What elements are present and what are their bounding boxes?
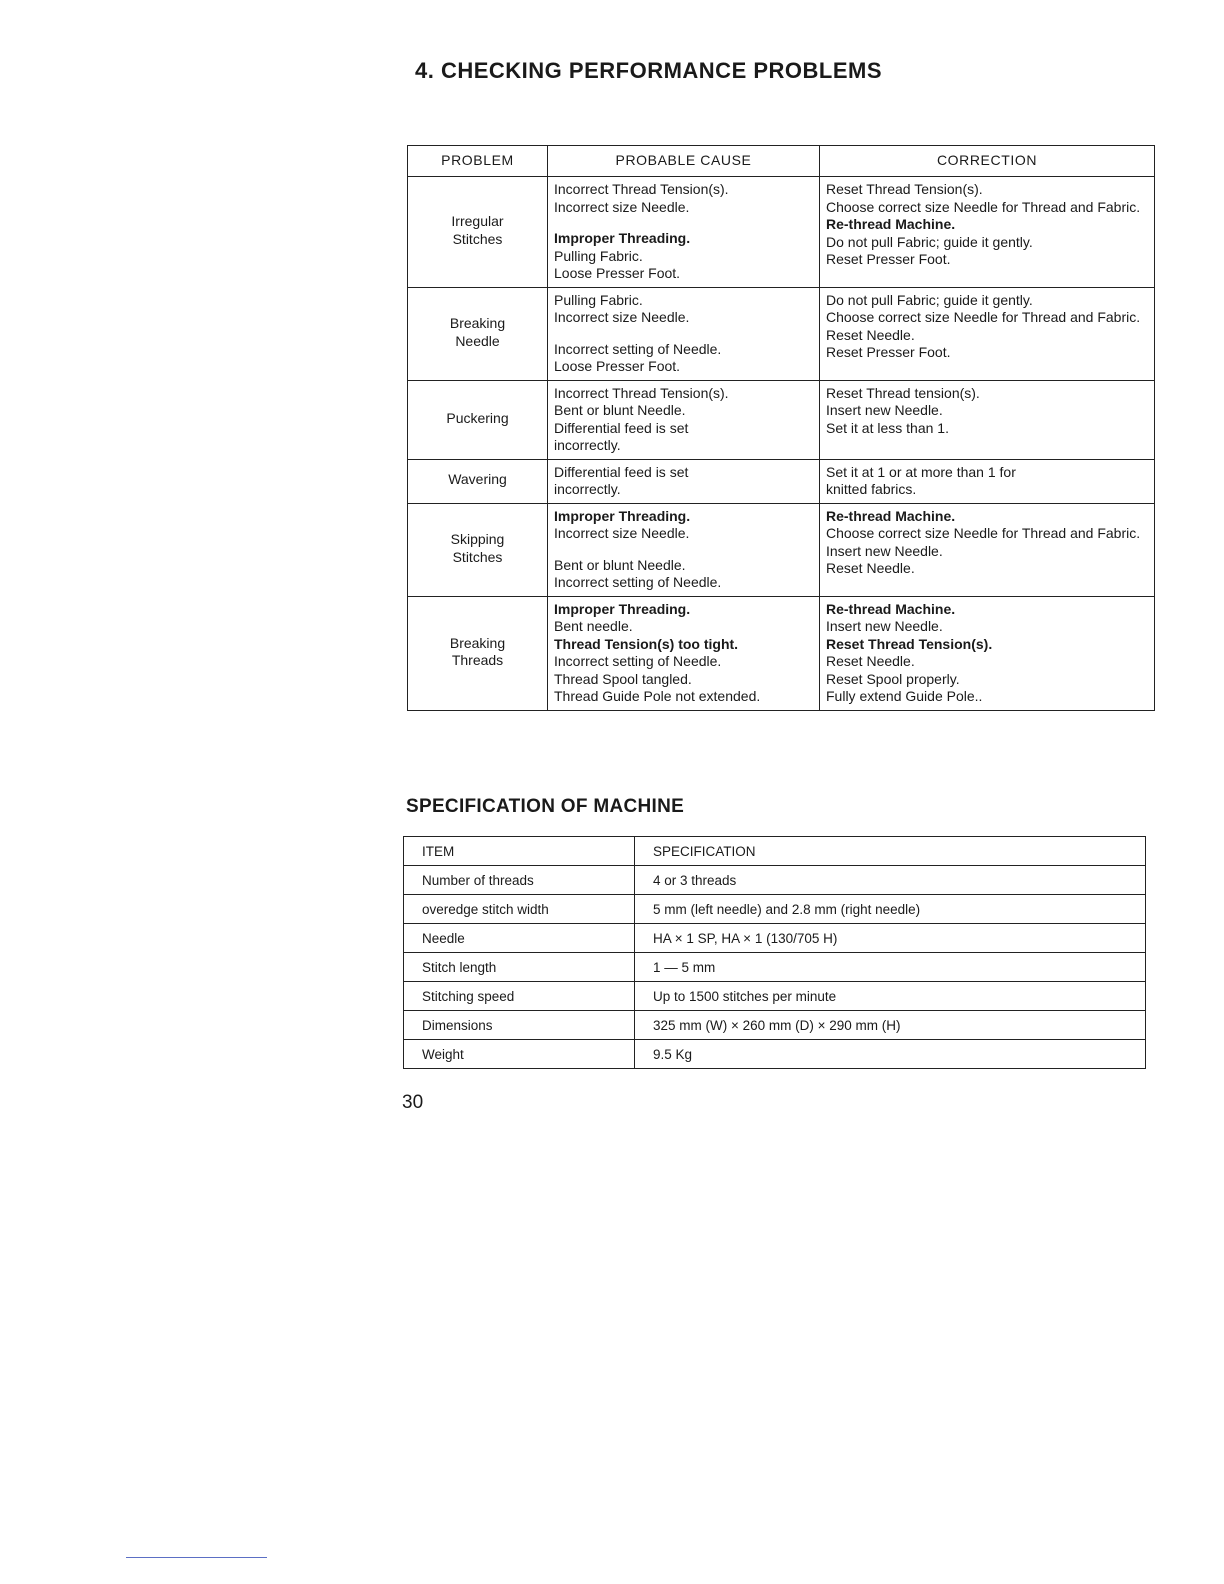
performance-problems-table	[407, 145, 1155, 711]
correction-item: Re-thread Machine.	[826, 507, 956, 524]
spec-value: 4 or 3 threads	[635, 866, 1146, 895]
table-row	[404, 924, 1146, 953]
correction-item: Set it at less than 1.	[826, 419, 949, 436]
cause-cell	[548, 287, 820, 380]
table-header-row	[408, 146, 1155, 177]
table-row	[408, 287, 1155, 380]
cause-item: Incorrect size Needle.	[554, 309, 690, 325]
cause-item: Thread Guide Pole not extended.	[554, 688, 761, 704]
cause-item: Improper Threading.	[554, 600, 691, 617]
specification-table	[403, 836, 1146, 1069]
cause-item: Improper Threading.	[554, 230, 691, 246]
correction-item: Reset Thread tension(s).	[826, 384, 980, 401]
correction-item: Reset Presser Foot.	[826, 344, 951, 360]
cause-cell	[548, 503, 820, 596]
specification-title: SPECIFICATION OF MACHINE	[406, 796, 685, 817]
correction-item: Set it at 1 or at more than 1 for knitted fabrics.	[826, 463, 1016, 497]
spec-value: 325 mm (W) × 260 mm (D) × 290 mm (H)	[635, 1011, 1146, 1040]
table-row	[404, 1040, 1146, 1069]
correction-item: Fully extend Guide Pole..	[826, 688, 983, 704]
cause-item: Bent or blunt Needle.	[554, 556, 686, 573]
spec-value: 9.5 Kg	[635, 1040, 1146, 1069]
cause-item: Improper Threading.	[554, 507, 691, 524]
spec-value: 5 mm (left needle) and 2.8 mm (right needle)	[635, 895, 1146, 924]
spec-value: HA × 1 SP, HA × 1 (130/705 H)	[635, 924, 1146, 953]
cause-item: Bent or blunt Needle.	[554, 402, 686, 418]
table-row	[404, 953, 1146, 982]
table-row	[404, 895, 1146, 924]
correction-cell	[820, 380, 1155, 459]
spec-value: Up to 1500 stitches per minute	[635, 982, 1146, 1011]
spec-item: Weight	[404, 1040, 635, 1069]
cause-item: Incorrect Thread Tension(s).	[554, 181, 729, 197]
table-row	[404, 1011, 1146, 1040]
page-number: 30	[402, 1092, 424, 1113]
problem-cell	[408, 459, 548, 503]
table-row	[404, 982, 1146, 1011]
cause-item: Differential feed is set incorrectly.	[554, 419, 689, 453]
table-row	[408, 596, 1155, 710]
spec-item: Stitching speed	[404, 982, 635, 1011]
correction-cell	[820, 459, 1155, 503]
header-correction: CORRECTION	[820, 146, 1155, 177]
cause-item: Loose Presser Foot.	[554, 265, 681, 281]
correction-item: Do not pull Fabric; guide it gently.	[826, 291, 1033, 308]
cause-item: Differential feed is set incorrectly.	[554, 463, 689, 497]
page-title: 4. CHECKING PERFORMANCE PROBLEMS	[415, 58, 883, 83]
problem-label: Breaking Needle	[449, 315, 506, 349]
correction-item: Insert new Needle.	[826, 542, 943, 559]
spec-item: Dimensions	[404, 1011, 635, 1040]
cause-item: Incorrect size Needle.	[554, 198, 690, 215]
table-row	[408, 503, 1155, 596]
spec-item: Number of threads	[404, 866, 635, 895]
cause-item: Incorrect setting of Needle.	[554, 340, 722, 357]
cause-item: Incorrect setting of Needle.	[554, 653, 722, 669]
correction-cell	[820, 596, 1155, 710]
header-specification: SPECIFICATION	[635, 837, 1146, 866]
spec-header-row	[404, 837, 1146, 866]
correction-cell	[820, 503, 1155, 596]
table-row	[408, 380, 1155, 459]
problem-cell	[408, 380, 548, 459]
correction-item: Reset Thread Tension(s).	[826, 181, 983, 197]
cause-item: Pulling Fabric.	[554, 247, 643, 264]
table-row	[408, 177, 1155, 288]
correction-item: Reset Needle.	[826, 653, 915, 669]
spec-value: 1 — 5 mm	[635, 953, 1146, 982]
correction-item: Reset Thread Tension(s).	[826, 635, 993, 652]
correction-item: Insert new Needle.	[826, 402, 943, 418]
cause-cell	[548, 380, 820, 459]
cause-item: Pulling Fabric.	[554, 291, 643, 308]
spec-item: overedge stitch width	[404, 895, 635, 924]
cause-cell	[548, 459, 820, 503]
correction-item: Choose correct size Needle for Thread and Fabric.	[826, 525, 1141, 541]
problem-cell	[408, 177, 548, 288]
problem-cell	[408, 287, 548, 380]
cause-item: Bent needle.	[554, 618, 633, 634]
correction-item: Reset Needle.	[826, 326, 915, 343]
cause-item: Incorrect size Needle.	[554, 525, 690, 541]
cause-item: Incorrect setting of Needle.	[554, 574, 722, 590]
problem-label: Irregular Stitches	[451, 213, 504, 247]
table-row	[404, 866, 1146, 895]
header-problem: PROBLEM	[408, 146, 548, 177]
correction-item: Reset Presser Foot.	[826, 251, 951, 267]
cause-item: Incorrect Thread Tension(s).	[554, 384, 729, 401]
footer-divider	[126, 1557, 267, 1558]
header-item: ITEM	[404, 837, 635, 866]
cause-cell	[548, 596, 820, 710]
problem-cell	[408, 596, 548, 710]
problem-label: Puckering	[446, 409, 509, 426]
correction-item: Reset Spool properly.	[826, 670, 960, 687]
correction-cell	[820, 287, 1155, 380]
correction-item: Do not pull Fabric; guide it gently.	[826, 233, 1033, 250]
table-row	[408, 459, 1155, 503]
spec-item: Stitch length	[404, 953, 635, 982]
correction-item: Re-thread Machine.	[826, 600, 956, 617]
correction-cell	[820, 177, 1155, 288]
correction-item: Choose correct size Needle for Thread and Fabric.	[826, 198, 1141, 215]
spec-item: Needle	[404, 924, 635, 953]
problem-cell	[408, 503, 548, 596]
correction-item: Choose correct size Needle for Thread and Fabric.	[826, 309, 1141, 325]
problem-label: Wavering	[448, 471, 507, 488]
cause-item: Thread Tension(s) too tight.	[554, 635, 739, 652]
cause-cell	[548, 177, 820, 288]
header-probable-cause: PROBABLE CAUSE	[548, 146, 820, 177]
problem-label: Breaking Threads	[449, 634, 506, 668]
correction-item: Reset Needle.	[826, 560, 915, 576]
problem-label: Skipping Stitches	[450, 531, 505, 565]
correction-item: Insert new Needle.	[826, 618, 943, 634]
cause-item: Loose Presser Foot.	[554, 358, 681, 374]
cause-item: Thread Spool tangled.	[554, 670, 692, 687]
correction-item: Re-thread Machine.	[826, 216, 956, 232]
